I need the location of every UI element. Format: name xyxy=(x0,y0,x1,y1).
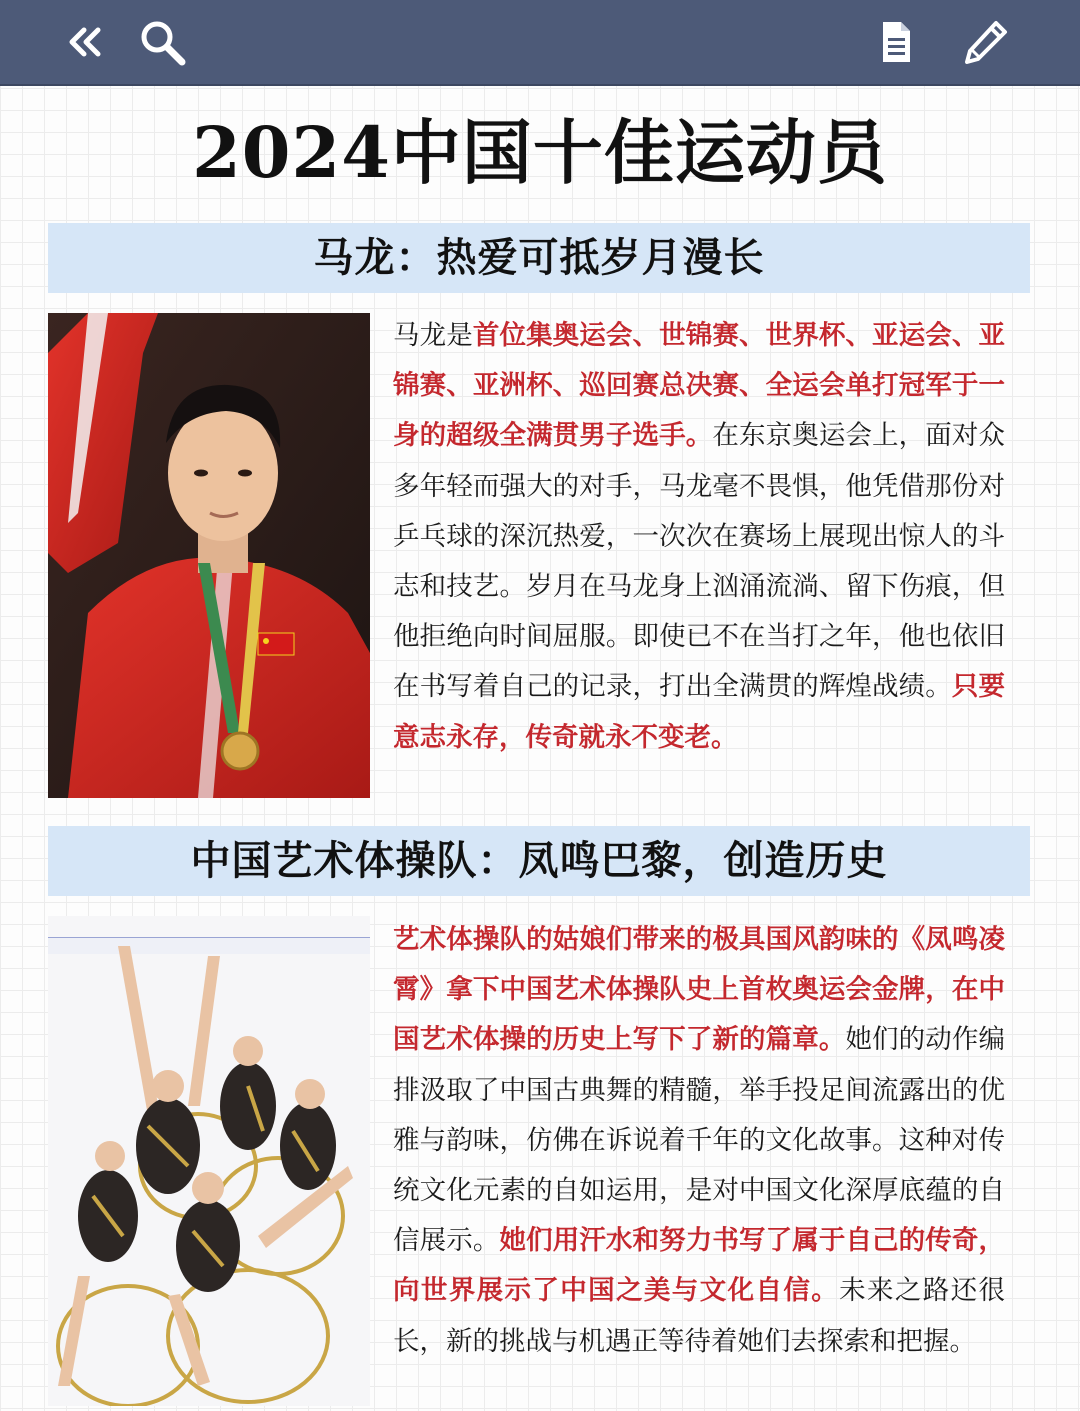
section-heading-ma-long: 马龙：热爱可抵岁月漫长 xyxy=(48,223,1030,293)
gymnastics-description xyxy=(393,915,1005,1367)
text-highlight: 首位集奥运会、世锦赛、世界杯、亚运会、亚锦赛、亚洲杯、巡回赛总决赛、全运会单打冠军于一身的超级全满贯男子选手。 xyxy=(393,320,1006,452)
text-highlight: 只要意志永存，传奇就永不变老。 xyxy=(393,671,1006,753)
text-highlight: 她们用汗水和努力书写了属于自己的传奇，向世界展示了中国之美与文化自信。 xyxy=(393,1225,1006,1307)
ma-long-photo xyxy=(48,313,370,798)
top-toolbar xyxy=(0,0,1080,86)
text-plain: 未来之路还很长，新的挑战与机遇正等待着她们去探索和把握。 xyxy=(393,1275,1006,1357)
ma-long-description xyxy=(393,311,1005,763)
text-plain: 马龙是 xyxy=(393,320,473,351)
text-plain: 在东京奥运会上，面对众多年轻而强大的对手，马龙毫不畏惧，他凭借那份对乒乓球的深沉热爱，一次次在赛场上展现出惊人的斗志和技艺。岁月在马龙身上汹涌流淌、留下伤痕，但他拒绝向时间屈服。即使已不在当打之年，他也依旧在书写着自己的记录，打出全满贯的辉煌战绩。 xyxy=(393,420,1006,703)
gymnastics-team-photo xyxy=(48,916,370,1406)
text-highlight: 艺术体操队的姑娘们带来的极具国风韵味的《凤鸣凌霄》拿下中国艺术体操队史上首枚奥运会金牌，在中国艺术体操的历史上写下了新的篇章。 xyxy=(393,924,1005,1056)
page-title: 2024中国十佳运动员 xyxy=(192,111,888,194)
search-icon[interactable] xyxy=(138,18,186,66)
pencil-icon[interactable] xyxy=(962,18,1010,66)
text-plain: 她们的动作编排汲取了中国古典舞的精髓，举手投足间流露出的优雅与韵味，仿佛在诉说着千年的文化故事。这种对传统文化元素的自如运用，是对中国文化深厚底蕴的自信展示。 xyxy=(393,1024,1006,1257)
double-chevron-left-icon[interactable] xyxy=(60,18,108,66)
section-heading-rhythmic-gymnastics: 中国艺术体操队：凤鸣巴黎，创造历史 xyxy=(48,826,1030,896)
document-icon[interactable] xyxy=(872,18,920,66)
